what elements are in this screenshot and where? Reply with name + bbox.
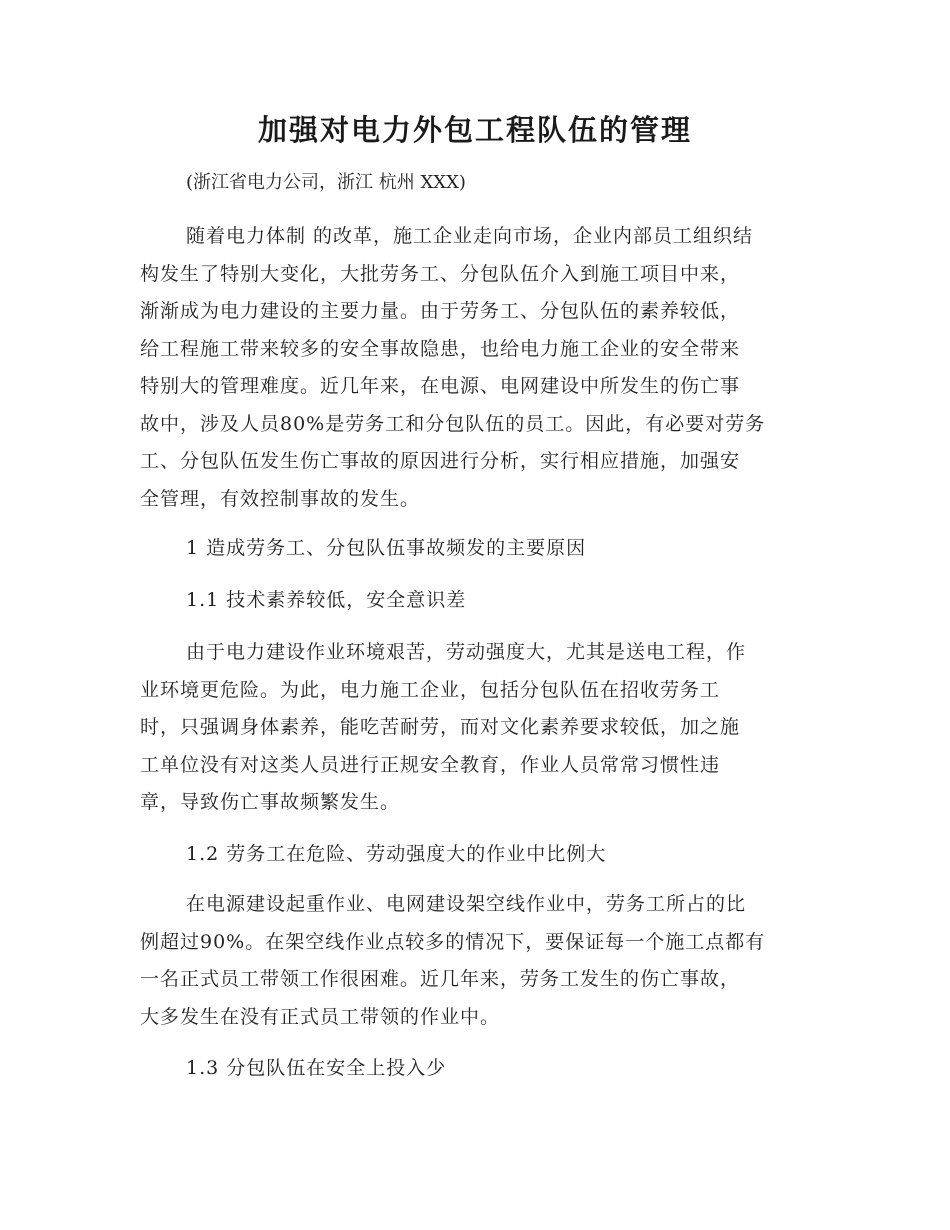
paragraph-line: 特别大的管理难度。近几年来，在电源、电网建设中所发生的伤亡事 (140, 375, 741, 397)
paragraph-line: 全管理，有效控制事故的发生。 (140, 487, 421, 510)
section-1-2-paragraph (140, 886, 812, 1036)
section-heading-1: 1 造成劳务工、分包队伍事故频发的主要原因 (186, 537, 587, 559)
paragraph-line: 故中，涉及人员80%是劳务工和分包队伍的员工。因此，有必要对劳务 (140, 412, 766, 435)
paragraph-line: 给工程施工带来较多的安全事故隐患，也给电力施工企业的安全带来 (140, 337, 741, 360)
document-title: 加强对电力外包工程队伍的管理 (257, 113, 692, 147)
paragraph-line: 大多发生在没有正式员工带领的作业中。 (140, 1005, 501, 1028)
paragraph-line: 随着电力体制 的改革，施工企业走向市场，企业内部员工组织结 (186, 225, 754, 247)
paragraph-line: 由于电力建设作业环境艰苦，劳动强度大，尤其是送电工程，作 (186, 641, 747, 663)
author-affiliation: (浙江省电力公司，浙江 杭州 XXX) (186, 172, 466, 193)
paragraph-line: 渐渐成为电力建设的主要力量。由于劳务工、分包队伍的素养较低， (140, 300, 741, 322)
section-heading-1-2: 1.2 劳务工在危险、劳动强度大的作业中比例大 (186, 843, 607, 865)
paragraph-line: 工、分包队伍发生伤亡事故的原因进行分析，实行相应措施，加强安 (140, 450, 741, 472)
paragraph-line: 在电源建设起重作业、电网建设架空线作业中，劳务工所占的比 (186, 893, 747, 915)
paragraph-line: 时，只强调身体素养，能吃苦耐劳，而对文化素养要求较低，加之施 (140, 716, 741, 738)
section-heading-1-3: 1.3 分包队伍在安全上投入少 (186, 1057, 447, 1079)
paragraph-line: 构发生了特别大变化，大批劳务工、分包队伍介入到施工项目中来， (140, 262, 741, 285)
paragraph-line: 章，导致伤亡事故频繁发生。 (140, 791, 401, 813)
paragraph-line: 一名正式员工带领工作很困难。近几年来，劳务工发生的伤亡事故， (140, 968, 741, 990)
intro-paragraph (140, 218, 812, 518)
paragraph-line: 业环境更危险。为此，电力施工企业，包括分包队伍在招收劳务工 (140, 678, 721, 701)
section-heading-1-1: 1.1 技术素养较低，安全意识差 (186, 589, 467, 611)
paragraph-line: 工单位没有对这类人员进行正规安全教育，作业人员常常习惯性违 (140, 753, 721, 776)
section-1-1-paragraph (140, 634, 812, 822)
paragraph-line: 例超过90%。在架空线作业点较多的情况下，要保证每一个施工点都有 (140, 930, 766, 953)
